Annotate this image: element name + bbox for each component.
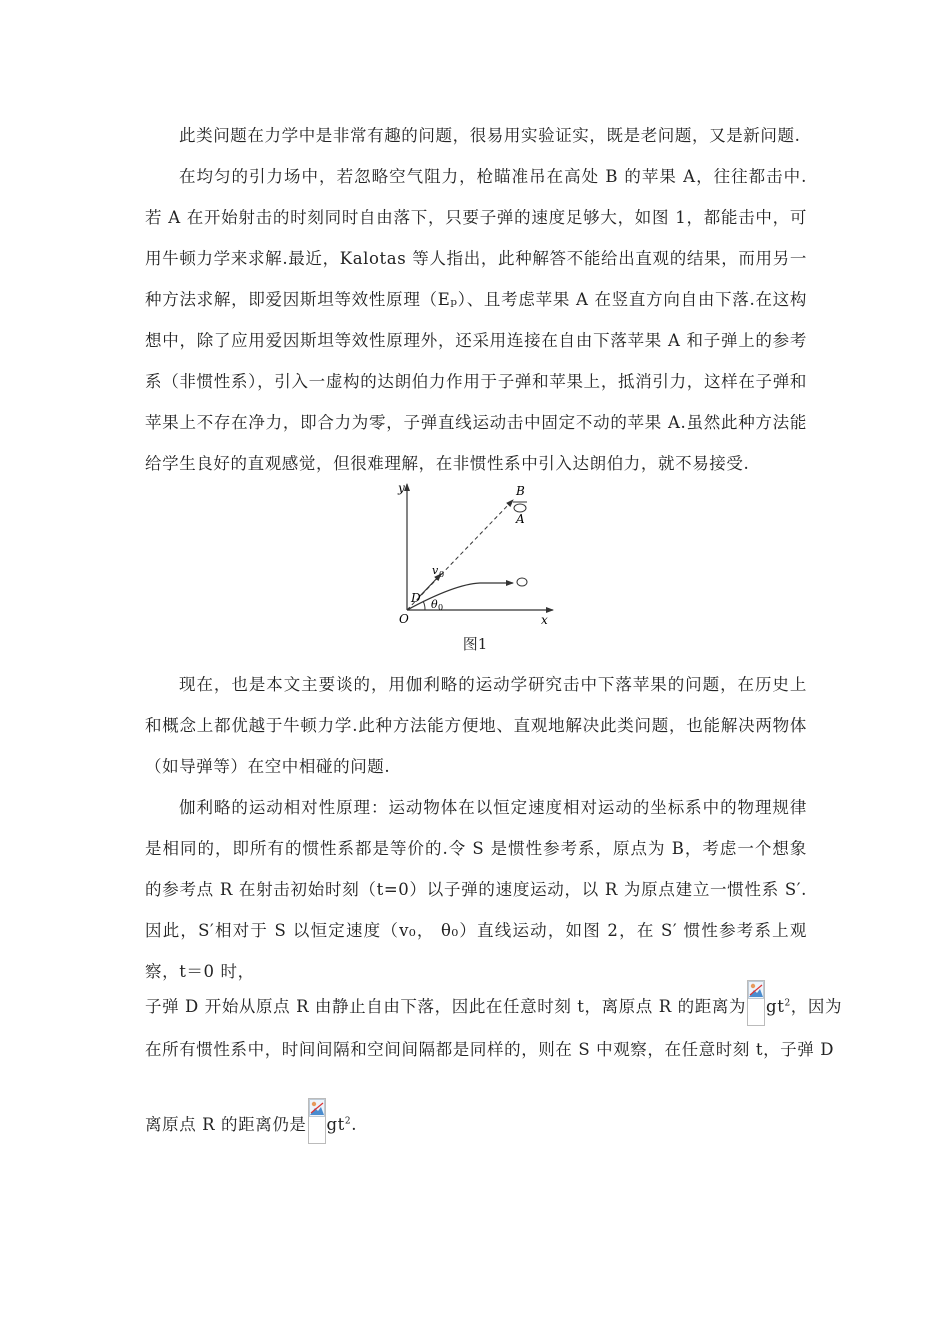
- line7-text-post: .: [351, 1115, 358, 1134]
- label-theta: θ: [431, 598, 438, 611]
- label-B: B: [516, 484, 525, 498]
- formula-image-placeholder: [747, 980, 765, 1026]
- line7-text-pre: 离原点 R 的距离仍是: [145, 1115, 307, 1134]
- label-v-sub: 0: [439, 570, 445, 579]
- line7-exponent: 2: [344, 1116, 352, 1127]
- line-inertial-frames: 在所有惯性系中，时间间隔和空间间隔都是同样的，则在 S 中观察，在任意时刻 t，子弹 D: [145, 1040, 835, 1059]
- line5-text-post: ，因为: [790, 997, 843, 1016]
- line5-exponent: 2: [784, 998, 791, 1009]
- apple-fallen-icon: [517, 578, 527, 586]
- broken-image-icon: [309, 1099, 325, 1117]
- trajectory-curve: [407, 583, 513, 610]
- figure-caption: 图1: [462, 635, 488, 653]
- figure-1-diagram: [385, 478, 570, 628]
- paragraph-galileo-intro: 现在，也是本文主要谈的，用伽利略的运动学研究击中下落苹果的问题，在历史上和概念上都优越于牛顿力学.此种方法能方便地、直观地解决此类问题，也能解决两物体（如导弹等）在空中相碰的问题.: [145, 675, 807, 776]
- paragraph-newton-method: 在均匀的引力场中，若忽略空气阻力，枪瞄准吊在高处 B 的苹果 A，往往都击中.若 A 在开始射击的时刻同时自由落下，只要子弹的速度足够大，如图 1，都能击中，可用牛顿力学来求解.最近，Kalotas 等人指出，此种解答不能给出直观的结果，而用另一种方法求解，即爱因斯坦等效性原理（Eₚ）、且考虑苹果 A 在竖直方向自由下落.在这构想中，除了应用爱因斯坦等效性原理外，还采用连接在自由下落苹果 A 和子弹上的参考系（非惯性系），引入一虚构的达朗伯力作用于子弹和苹果上，抵消引力，这样在子弹和苹果上不存在净力，即合力为零，子弹直线运动击中固定不动的苹果 A.虽然此种方法能给学生良好的直观感觉，但很难理解，在非惯性系中引入达朗伯力，就不易接受.: [145, 167, 807, 473]
- label-theta-sub: 0: [438, 603, 444, 612]
- broken-image-icon: [748, 981, 764, 999]
- label-x: x: [541, 613, 548, 627]
- line5-formula: gt: [766, 997, 785, 1016]
- line-distance-still: [145, 1098, 825, 1145]
- label-origin: O: [399, 612, 409, 626]
- paragraph-intro: 此类问题在力学中是非常有趣的问题，很易用实验证实，既是老问题，又是新问题.: [179, 126, 801, 145]
- velocity-arrow: [419, 574, 441, 597]
- line5-text-pre: 子弹 D 开始从原点 R 由静止自由下落，因此在任意时刻 t，离原点 R 的距离为: [145, 997, 747, 1016]
- label-v: v: [432, 564, 439, 577]
- formula-image-placeholder: [308, 1098, 326, 1144]
- line7-formula: gt: [326, 1115, 345, 1134]
- label-D: D: [411, 591, 421, 605]
- label-y: y: [398, 481, 405, 495]
- apple-hanging-icon: [514, 504, 526, 512]
- line-free-fall-distance: [145, 980, 843, 1027]
- angle-arc: [423, 601, 425, 610]
- label-A: A: [516, 512, 525, 526]
- paragraph-relativity-principle: 伽利略的运动相对性原理：运动物体在以恒定速度相对运动的坐标系中的物理规律是相同的，即所有的惯性系都是等价的.令 S 是惯性参考系，原点为 B，考虑一个想象的参考点 R 在射击初始时刻（t=0）以子弹的速度运动，以 R 为原点建立一惯性系 S′.因此，S′相对于 S 以恒定速度（v₀， θ₀）直线运动，如图 2，在 S′ 惯性参考系上观察，t＝0 时，: [145, 798, 807, 981]
